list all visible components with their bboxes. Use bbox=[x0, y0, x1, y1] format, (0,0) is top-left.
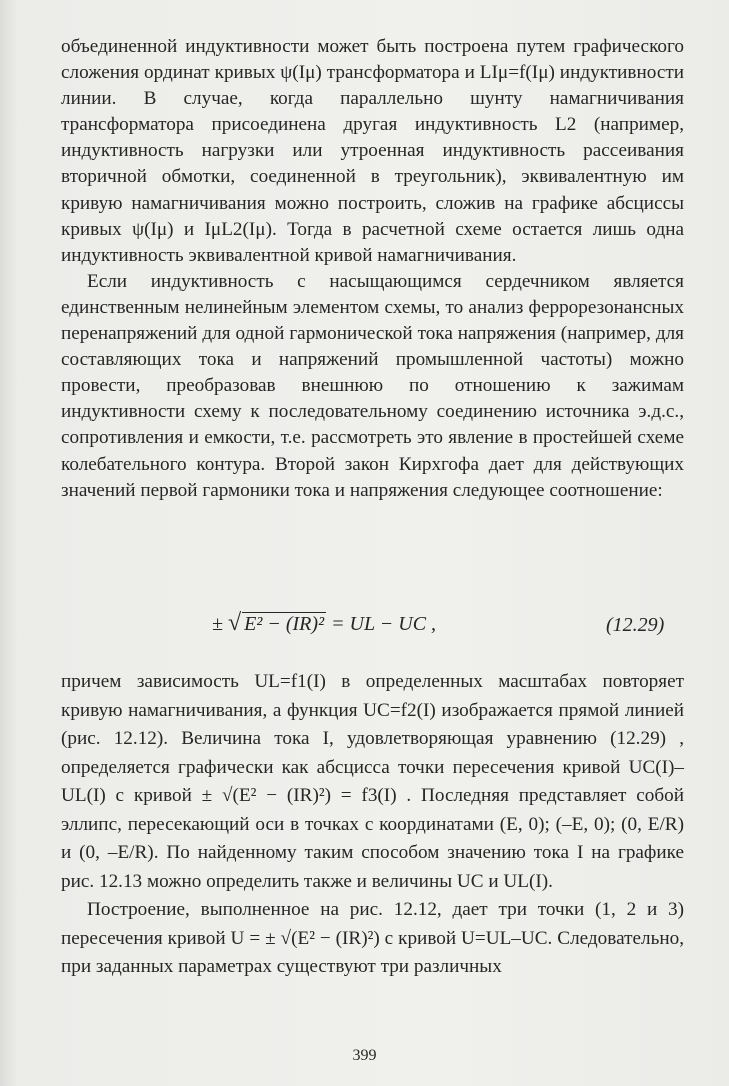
paragraph-2: Если индуктивность с насыщающимся сердечником является единственным нелинейным элементом схемы, то анализ феррорезонансных перенапряжений для одной гармонической тока напряжения (например, для составляющих тока и напряжений промышленной частоты) можно провести, преобразовав внешнюю по отношению к зажимам индуктивности схему к последовательному соединению источника э.д.с., сопротивления и емкости, т.е. рассмотреть это явление в простейшей схеме колебательного контура. Второй закон Кирхгофа дает для действующих значений первой гармоники тока и напряжения следующее соотношение: bbox=[61, 270, 684, 501]
square-root-icon: √ bbox=[227, 610, 242, 636]
paragraph-1: объединенной индуктивности может быть построена путем графического сложения ординат кривых ψ(Iμ) трансформатора и LIμ=f(Iμ) индуктивности линии. В случае, когда параллельно шунту намагничивания трансформатора присоединена другая индуктивность L2 (например, индуктивность нагрузки или утроенная индуктивность рассеивания вторичной обмотки, соединенной в треугольник), эквивалентную им кривую намагничивания можно построить, сложив на графике абсциссы кривых ψ(Iμ) и IμL2(Iμ). Тогда в расчетной схеме остается лишь одна индуктивность эквивалентной кривой намагничивания. bbox=[61, 36, 684, 266]
text-block-bottom bbox=[61, 668, 684, 982]
text-block-top bbox=[61, 34, 684, 504]
paragraph-4: Построение, выполненное на рис. 12.12, дает три точки (1, 2 и 3) пересечения кривой U = ± √(E² − (IR)²) с кривой U=UL–UC. Следовательно, при заданных параметрах существуют три различных bbox=[61, 899, 684, 977]
equation-body bbox=[212, 610, 436, 637]
radicand: E² − (IR)² bbox=[244, 613, 325, 635]
paragraph-3: причем зависимость UL=f1(I) в определенных масштабах повторяет кривую намагничивания, а функция UC=f2(I) изображается прямой линией (рис. 12.12). Величина тока I, удовлетворяющая уравнению (12.29) , определяется графически как абсцисса точки пересечения кривой UC(I)–UL(I) с кривой ± √(E² − (IR)²) = f3(I) . Последняя представляет собой эллипс, пересекающий оси в точках с координатами (E, 0); (–E, 0); (0, E/R) и (0, –E/R). По найденному таким способом значению тока I на графике рис. 12.13 можно определить также и величины UC и UL(I). bbox=[61, 671, 684, 892]
page-number: 399 bbox=[352, 1047, 377, 1064]
equation-number: (12.29) bbox=[606, 614, 665, 636]
equation-12-29 bbox=[0, 606, 729, 650]
plus-minus-sign: ± bbox=[212, 613, 223, 635]
equation-rhs: = UL − UC , bbox=[331, 613, 437, 635]
